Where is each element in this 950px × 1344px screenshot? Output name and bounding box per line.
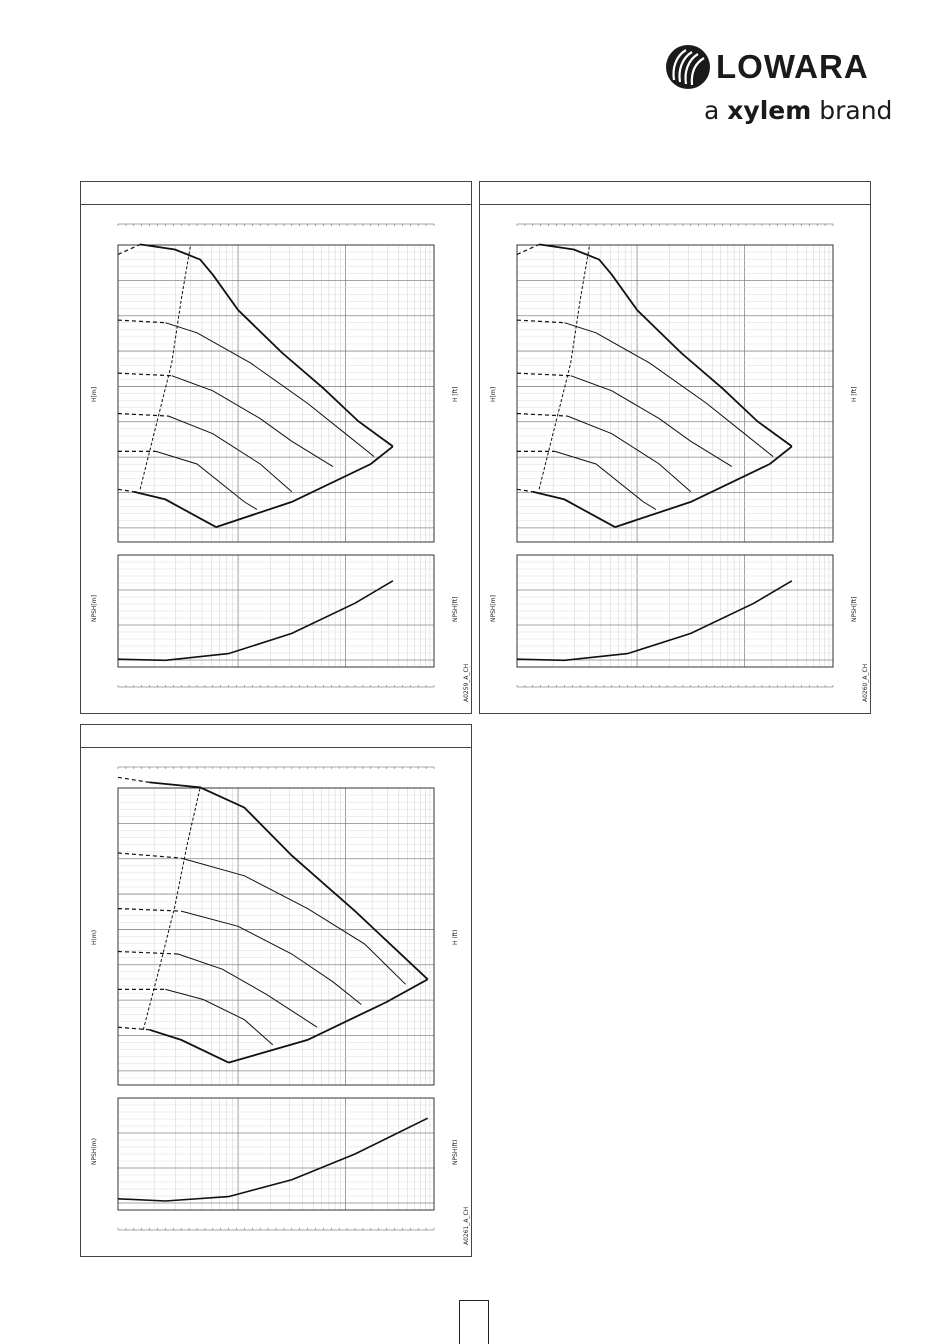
head-curve-dashed — [517, 320, 564, 323]
head-curve-dashed — [517, 373, 571, 376]
npsh-label-right: NPSH[ft] — [851, 596, 858, 622]
chart-panel-1 — [80, 181, 472, 714]
npsh-label-left: NPSH(m) — [91, 1138, 98, 1165]
ylabel-right: H [ft] — [452, 386, 459, 402]
head-curve — [140, 244, 393, 446]
pump-curve-chart-2 — [480, 182, 872, 715]
brand-name: LOWARA — [716, 48, 869, 85]
tagline-brand: xylem — [727, 96, 812, 125]
head-curve — [564, 323, 773, 457]
npsh-label-right: NPSH(ft) — [452, 1139, 459, 1165]
head-curve — [571, 376, 732, 467]
npsh-label-left: NPSH[m] — [490, 595, 497, 622]
head-curve — [539, 244, 792, 446]
chart-panel-3 — [80, 724, 472, 1257]
npsh-limit-dashed — [140, 244, 191, 489]
head-curve-dashed — [118, 952, 178, 955]
lowara-logo — [664, 44, 893, 128]
pump-curve-chart-1 — [81, 182, 473, 715]
head-curve-dashed — [118, 853, 181, 858]
head-curve — [134, 492, 216, 527]
npsh-label-left: NPSH[m] — [91, 595, 98, 622]
ylabel-left: H[m] — [91, 386, 98, 402]
head-curve — [533, 492, 615, 527]
head-curve-dashed — [118, 909, 181, 912]
npsh-label-right: NPSH[ft] — [452, 596, 459, 622]
head-curve-dashed — [118, 777, 150, 782]
head-curve-dashed — [118, 244, 140, 254]
ylabel-right: H [ft] — [851, 386, 858, 402]
chart-code: A0259_A_CH — [463, 663, 470, 702]
head-curve — [156, 451, 257, 509]
head-curve-dashed — [517, 244, 539, 254]
page-number-box — [459, 1300, 489, 1344]
pump-curve-chart-3 — [81, 725, 473, 1258]
chart-panel-2 — [479, 181, 871, 714]
chart-code: A0260_A_CH — [862, 663, 869, 702]
brand-tagline — [704, 96, 892, 125]
tagline-prefix: a — [704, 96, 720, 125]
npsh-curve — [517, 581, 792, 661]
envelope-curve — [216, 446, 393, 527]
npsh-curve — [118, 581, 393, 661]
tagline-suffix: brand — [819, 96, 893, 125]
head-curve-dashed — [118, 320, 165, 323]
envelope-curve — [615, 446, 792, 527]
ylabel-left: H(m) — [91, 929, 98, 945]
head-curve — [150, 1030, 229, 1063]
head-curve-dashed — [517, 489, 533, 492]
head-curve — [165, 323, 374, 457]
head-curve — [555, 451, 656, 509]
npsh-limit-dashed — [143, 787, 200, 1029]
head-curve-dashed — [118, 489, 134, 492]
npsh-curve — [118, 1118, 428, 1201]
head-curve-dashed — [118, 373, 172, 376]
ylabel-left: H[m] — [490, 386, 497, 402]
head-curve — [172, 376, 333, 467]
chart-code: A0261_A_CH — [463, 1206, 470, 1245]
lowara-swirl-icon — [664, 44, 714, 90]
npsh-limit-dashed — [539, 244, 590, 489]
head-curve — [150, 782, 428, 979]
envelope-curve — [229, 979, 428, 1062]
ylabel-right: H (ft) — [452, 929, 459, 945]
head-curve — [165, 989, 272, 1045]
